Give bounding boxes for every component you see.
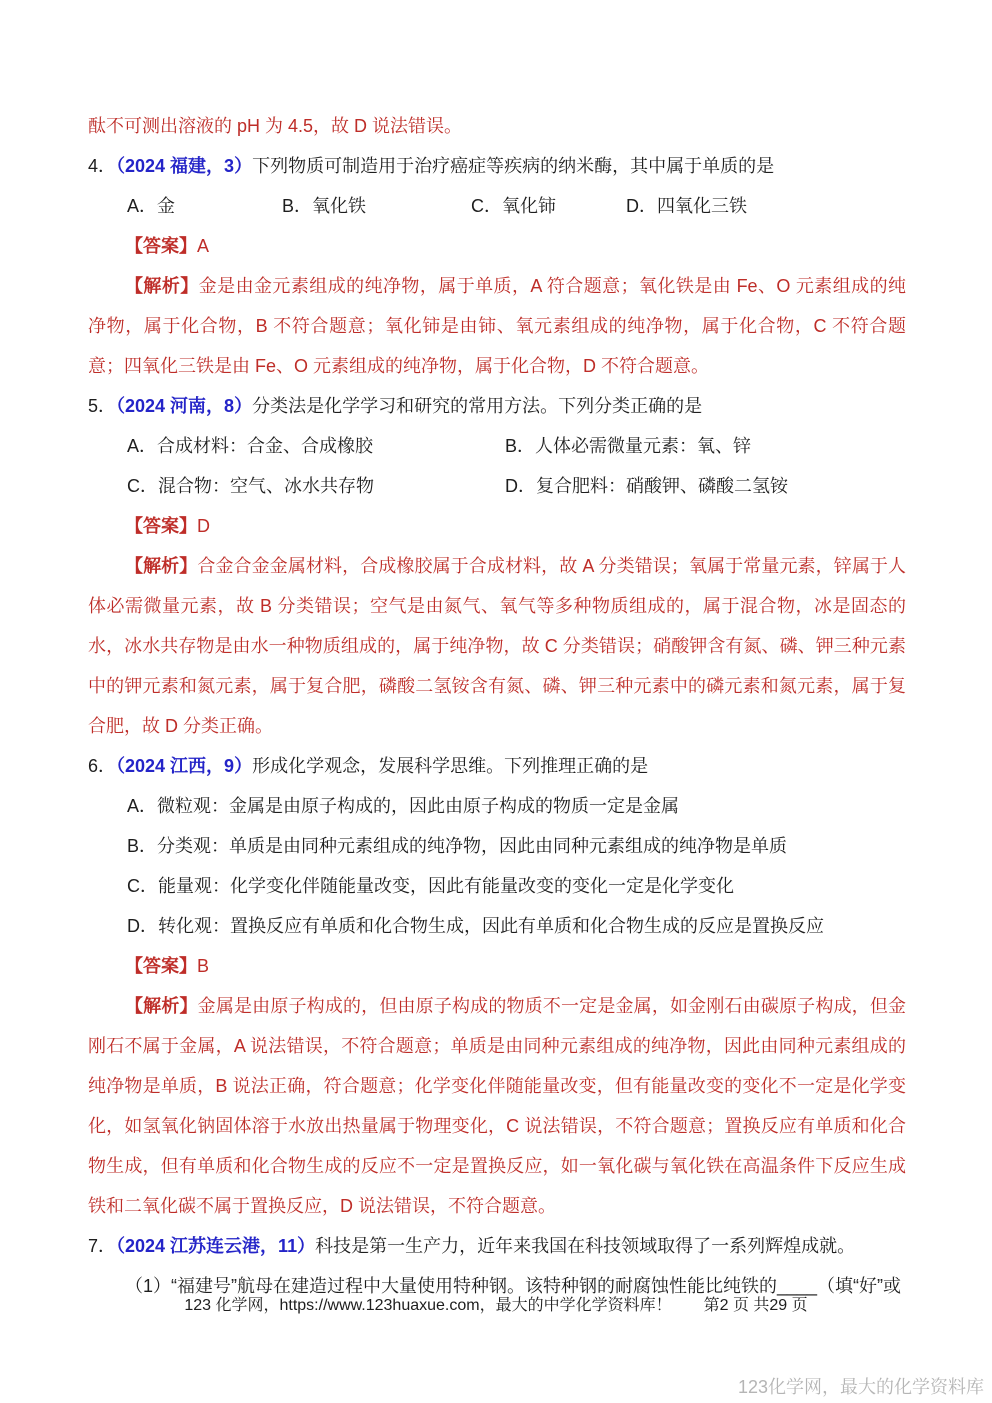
question-source: （2024 江苏连云港，11） [116,1236,316,1256]
question-5-answer [88,506,906,546]
carryover-analysis-text: 酞不可测出溶液的 pH 为 4.5，故 D 说法错误。 [88,116,463,136]
option-a: A．金 [127,196,176,216]
question-6 [88,746,906,1226]
option-a: A．微粒观：金属是由原子构成的，因此由原子构成的物质一定是金属 [127,796,680,816]
analysis-text: 金是由金元素组成的纯净物，属于单质，A 符合题意；氧化铁是由 Fe、O 元素组成的纯净物，属于化合物，B 不符合题意；氧化铈是由铈、氧元素组成的纯净物，属于化合物，C 不符合题意；四氧化三铁是由 Fe、O 元素组成的纯净物，属于化合物，D 不符合题意。 [88,276,906,376]
question-5 [88,386,906,746]
question-source: （2024 福建，3） [116,156,253,176]
question-text: 下列物质可制造用于治疗癌症等疾病的纳米酶，其中属于单质的是 [252,156,775,176]
page-content [88,106,906,1306]
question-4 [88,146,906,386]
question-4-options [88,186,906,226]
answer-value: B [197,956,210,976]
answer-label: 【答案】 [125,956,197,976]
option-d: D．四氧化三铁 [626,196,747,216]
option-c: C．氧化铈 [471,196,556,216]
option-c: C．能量观：化学变化伴随能量改变，因此有能量改变的变化一定是化学变化 [127,876,734,896]
question-5-options [88,426,906,506]
option-d: D．转化观：置换反应有单质和化合物生成，因此有单质和化合物生成的反应是置换反应 [127,916,824,936]
question-7-stem-line [88,1226,906,1266]
question-number: 5． [88,396,117,416]
question-source: （2024 江西，9） [116,756,253,776]
analysis-label: 【解析】 [125,556,198,576]
question-text: 形成化学观念，发展科学思维。下列推理正确的是 [252,756,649,776]
question-4-analysis [88,266,906,386]
question-4-stem-line [88,146,906,186]
question-number: 4． [88,156,117,176]
analysis-text: 金属是由原子构成的，但由原子构成的物质不一定是金属，如金刚石由碳原子构成，但金刚石不属于金属，A 说法错误，不符合题意；单质是由同种元素组成的纯净物，因此由同种元素组成的纯净物是单质，B 说法正确，符合题意；化学变化伴随能量改变，但有能量改变的变化不一定是化学变化，如氢氧化钠固体溶于水放出热量属于物理变化，C 说法错误，不符合题意；置换反应有单质和化合物生成，但有单质和化合物生成的反应不一定是置换反应，如一氧化碳与氧化铁在高温条件下反应生成铁和二氧化碳不属于置换反应，D 说法错误，不符合题意。 [88,996,907,1216]
option-b: B．人体必需微量元素：氧、锌 [505,436,752,456]
question-5-analysis [88,546,906,746]
analysis-label: 【解析】 [125,996,198,1016]
question-4-answer [88,226,906,266]
option-b: B．氧化铁 [282,196,367,216]
analysis-label: 【解析】 [125,276,199,296]
question-source: （2024 河南，8） [116,396,253,416]
answer-label: 【答案】 [125,236,197,256]
option-d: D．复合肥料：硝酸钾、磷酸二氢铵 [505,476,788,496]
question-text: 分类法是化学学习和研究的常用方法。下列分类正确的是 [252,396,703,416]
option-b: B．分类观：单质是由同种元素组成的纯净物，因此由同种元素组成的纯净物是单质 [127,836,788,856]
answer-value: A [197,236,210,256]
question-6-answer [88,946,906,986]
option-a: A．合成材料：合金、合成橡胶 [127,436,374,456]
question-7-sub-item: （1）“福建号”航母在建造过程中大量使用特种钢。该特种钢的耐腐蚀性能比纯铁的____（填“好”或 [125,1276,902,1296]
question-6-stem-line [88,746,906,786]
question-number: 6． [88,756,117,776]
option-c: C．混合物：空气、冰水共存物 [127,476,374,496]
answer-label: 【答案】 [125,516,197,536]
question-6-analysis [88,986,906,1226]
question-5-stem-line [88,386,906,426]
watermark-text: 123化学网，最大的化学资料库 [737,1377,984,1397]
question-number: 7． [88,1236,117,1256]
page-footer: 123 化学网，https://www.123huaxue.com，最大的中学化学资料库！ 第2 页 共29 页 [184,1297,808,1314]
analysis-text: 合金合金金属材料，合成橡胶属于合成材料，故 A 分类错误；氧属于常量元素，锌属于人体必需微量元素，故 B 分类错误；空气是由氮气、氧气等多种物质组成的，属于混合物，冰是固态的水，冰水共存物是由水一种物质组成的，属于纯净物，故 C 分类错误；硝酸钾含有氮、磷、钾三种元素中的钾元素和氮元素，属于复合肥，磷酸二氢铵含有氮、磷、钾三种元素中的磷元素和氮元素，属于复合肥，故 D 分类正确。 [88,556,906,736]
question-text: 科技是第一生产力，近年来我国在科技领域取得了一系列辉煌成就。 [315,1236,856,1256]
answer-value: D [197,516,210,536]
